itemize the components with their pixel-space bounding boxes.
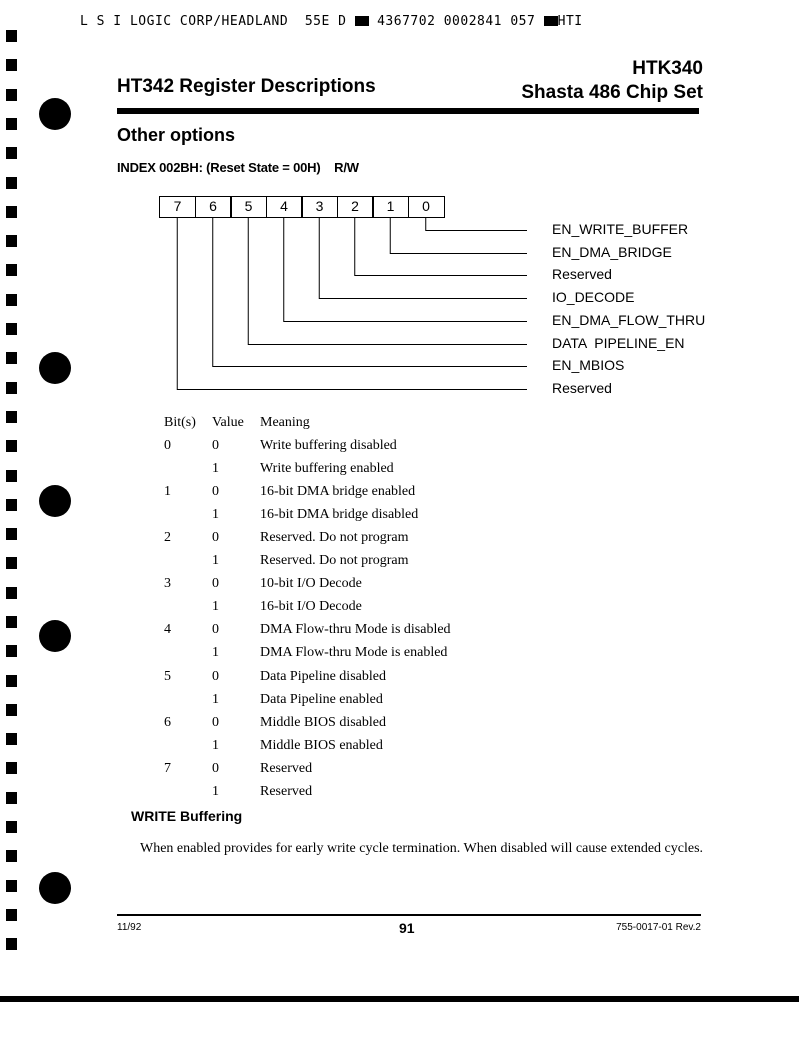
bit-cell-5: 5 bbox=[230, 196, 267, 218]
scan-edge-square bbox=[6, 557, 17, 569]
product-name: Shasta 486 Chip Set bbox=[521, 82, 703, 103]
table-cell-bit: 0 bbox=[164, 438, 171, 453]
table-cell-meaning: 10-bit I/O Decode bbox=[260, 576, 362, 591]
bit-cell-0: 0 bbox=[408, 196, 445, 218]
punch-hole bbox=[39, 872, 71, 904]
table-cell-meaning: Reserved bbox=[260, 784, 313, 799]
table-cell-value: 0 bbox=[212, 530, 219, 545]
table-cell-value: 1 bbox=[212, 599, 219, 614]
table-cell-value: 0 bbox=[212, 576, 219, 591]
scan-edge-square bbox=[6, 909, 17, 921]
footer-rule bbox=[117, 914, 701, 916]
table-cell-meaning: DMA Flow-thru Mode is disabled bbox=[260, 622, 451, 637]
table-header-bits: Bit(s) bbox=[164, 415, 196, 430]
table-cell-bit: 4 bbox=[164, 622, 171, 637]
scan-header-code: 4367702 0002841 057 bbox=[368, 14, 544, 29]
table-cell-bit: 3 bbox=[164, 576, 171, 591]
table-cell-bit: 5 bbox=[164, 669, 171, 684]
table-cell-bit: 2 bbox=[164, 530, 171, 545]
bit-connector-line bbox=[355, 218, 527, 276]
table-header-value: Value bbox=[212, 415, 244, 430]
table-cell-meaning: 16-bit DMA bridge disabled bbox=[260, 507, 419, 522]
table-cell-value: 0 bbox=[212, 484, 219, 499]
bit-connector-line bbox=[390, 218, 527, 254]
bit-cell-7: 7 bbox=[159, 196, 196, 218]
table-cell-value: 0 bbox=[212, 715, 219, 730]
table-cell-bit: 6 bbox=[164, 715, 171, 730]
register-field-label: Reserved bbox=[552, 266, 612, 283]
write-buffering-heading: WRITE Buffering bbox=[131, 808, 243, 824]
page-number: 91 bbox=[399, 920, 415, 936]
bit-connector-line bbox=[284, 218, 527, 322]
scan-edge-square bbox=[6, 850, 17, 862]
scan-bottom-bar bbox=[0, 996, 799, 1002]
table-cell-value: 1 bbox=[212, 645, 219, 660]
table-cell-value: 1 bbox=[212, 553, 219, 568]
scan-header-text: L S I LOGIC CORP/HEADLAND 55E D bbox=[80, 14, 355, 29]
scan-edge-square bbox=[6, 616, 17, 628]
table-cell-bit: 7 bbox=[164, 761, 171, 776]
table-cell-meaning: Reserved. Do not program bbox=[260, 553, 409, 568]
bit-cell-4: 4 bbox=[266, 196, 303, 218]
table-cell-value: 1 bbox=[212, 692, 219, 707]
scan-edge-square bbox=[6, 528, 17, 540]
table-cell-meaning: Middle BIOS enabled bbox=[260, 738, 383, 753]
register-field-label: EN_WRITE_BUFFER bbox=[552, 221, 689, 237]
table-cell-bit: 1 bbox=[164, 484, 171, 499]
register-field-label: IO_DECODE bbox=[552, 289, 635, 306]
page-title: HT342 Register Descriptions bbox=[117, 76, 376, 97]
scan-edge-square bbox=[6, 704, 17, 716]
register-field-label: Reserved bbox=[552, 379, 612, 396]
scan-edge-square bbox=[6, 470, 17, 482]
punch-hole bbox=[39, 620, 71, 652]
table-cell-value: 0 bbox=[212, 438, 219, 453]
bit-cell-2: 2 bbox=[337, 196, 374, 218]
table-cell-meaning: Reserved bbox=[260, 761, 313, 776]
scan-edge-square bbox=[6, 938, 17, 950]
scan-edge-square bbox=[6, 645, 17, 657]
scan-edge-square bbox=[6, 440, 17, 452]
table-cell-value: 0 bbox=[212, 761, 219, 776]
bit-connector-line bbox=[248, 218, 527, 345]
scan-edge-square bbox=[6, 587, 17, 599]
bit-connector-line bbox=[177, 218, 527, 390]
table-cell-value: 1 bbox=[212, 461, 219, 476]
table-cell-value: 1 bbox=[212, 507, 219, 522]
table-cell-meaning: Reserved. Do not program bbox=[260, 530, 409, 545]
table-cell-meaning: Data Pipeline disabled bbox=[260, 669, 386, 684]
scan-edge-square bbox=[6, 762, 17, 774]
register-field-label: EN_MBIOS bbox=[552, 357, 625, 374]
table-cell-meaning: Data Pipeline enabled bbox=[260, 692, 383, 707]
table-cell-value: 0 bbox=[212, 622, 219, 637]
product-code: HTK340 bbox=[632, 58, 703, 79]
document-number: 755-0017-01 Rev.2 bbox=[616, 922, 701, 933]
table-cell-meaning: DMA Flow-thru Mode is enabled bbox=[260, 645, 448, 660]
scan-edge-square bbox=[6, 675, 17, 687]
table-cell-meaning: 16-bit DMA bridge enabled bbox=[260, 484, 416, 499]
scan-edge-square bbox=[6, 733, 17, 745]
table-header-meaning: Meaning bbox=[260, 415, 310, 430]
table-cell-value: 0 bbox=[212, 669, 219, 684]
scan-edge-square bbox=[6, 792, 17, 804]
table-cell-value: 1 bbox=[212, 784, 219, 799]
register-field-label: DATA PIPELINE_EN bbox=[552, 334, 685, 351]
footer-date: 11/92 bbox=[117, 922, 142, 933]
scan-edge-square bbox=[6, 880, 17, 892]
bit-cell-6: 6 bbox=[195, 196, 232, 218]
bit-cell-1: 1 bbox=[372, 196, 409, 218]
register-field-label: EN_DMA_FLOW_THRU bbox=[552, 311, 706, 328]
write-buffering-text: When enabled provides for early write cycle termination. When disabled will cause extended cycles. bbox=[140, 841, 704, 856]
punch-hole bbox=[39, 485, 71, 517]
scan-edge-square bbox=[6, 499, 17, 511]
register-field-label: EN_DMA_BRIDGE bbox=[552, 243, 672, 260]
table-cell-value: 1 bbox=[212, 738, 219, 753]
register-index-line: INDEX 002BH: (Reset State = 00H) R/W bbox=[117, 160, 359, 175]
bit-cell-3: 3 bbox=[301, 196, 338, 218]
section-title: Other options bbox=[117, 125, 235, 145]
table-cell-meaning: Middle BIOS disabled bbox=[260, 715, 386, 730]
table-cell-meaning: 16-bit I/O Decode bbox=[260, 599, 362, 614]
bit-connector-line bbox=[426, 218, 527, 231]
scan-header-suffix: HTI bbox=[557, 14, 583, 29]
table-cell-meaning: Write buffering disabled bbox=[260, 438, 397, 453]
table-cell-meaning: Write buffering enabled bbox=[260, 461, 394, 476]
scan-edge-square bbox=[6, 821, 17, 833]
